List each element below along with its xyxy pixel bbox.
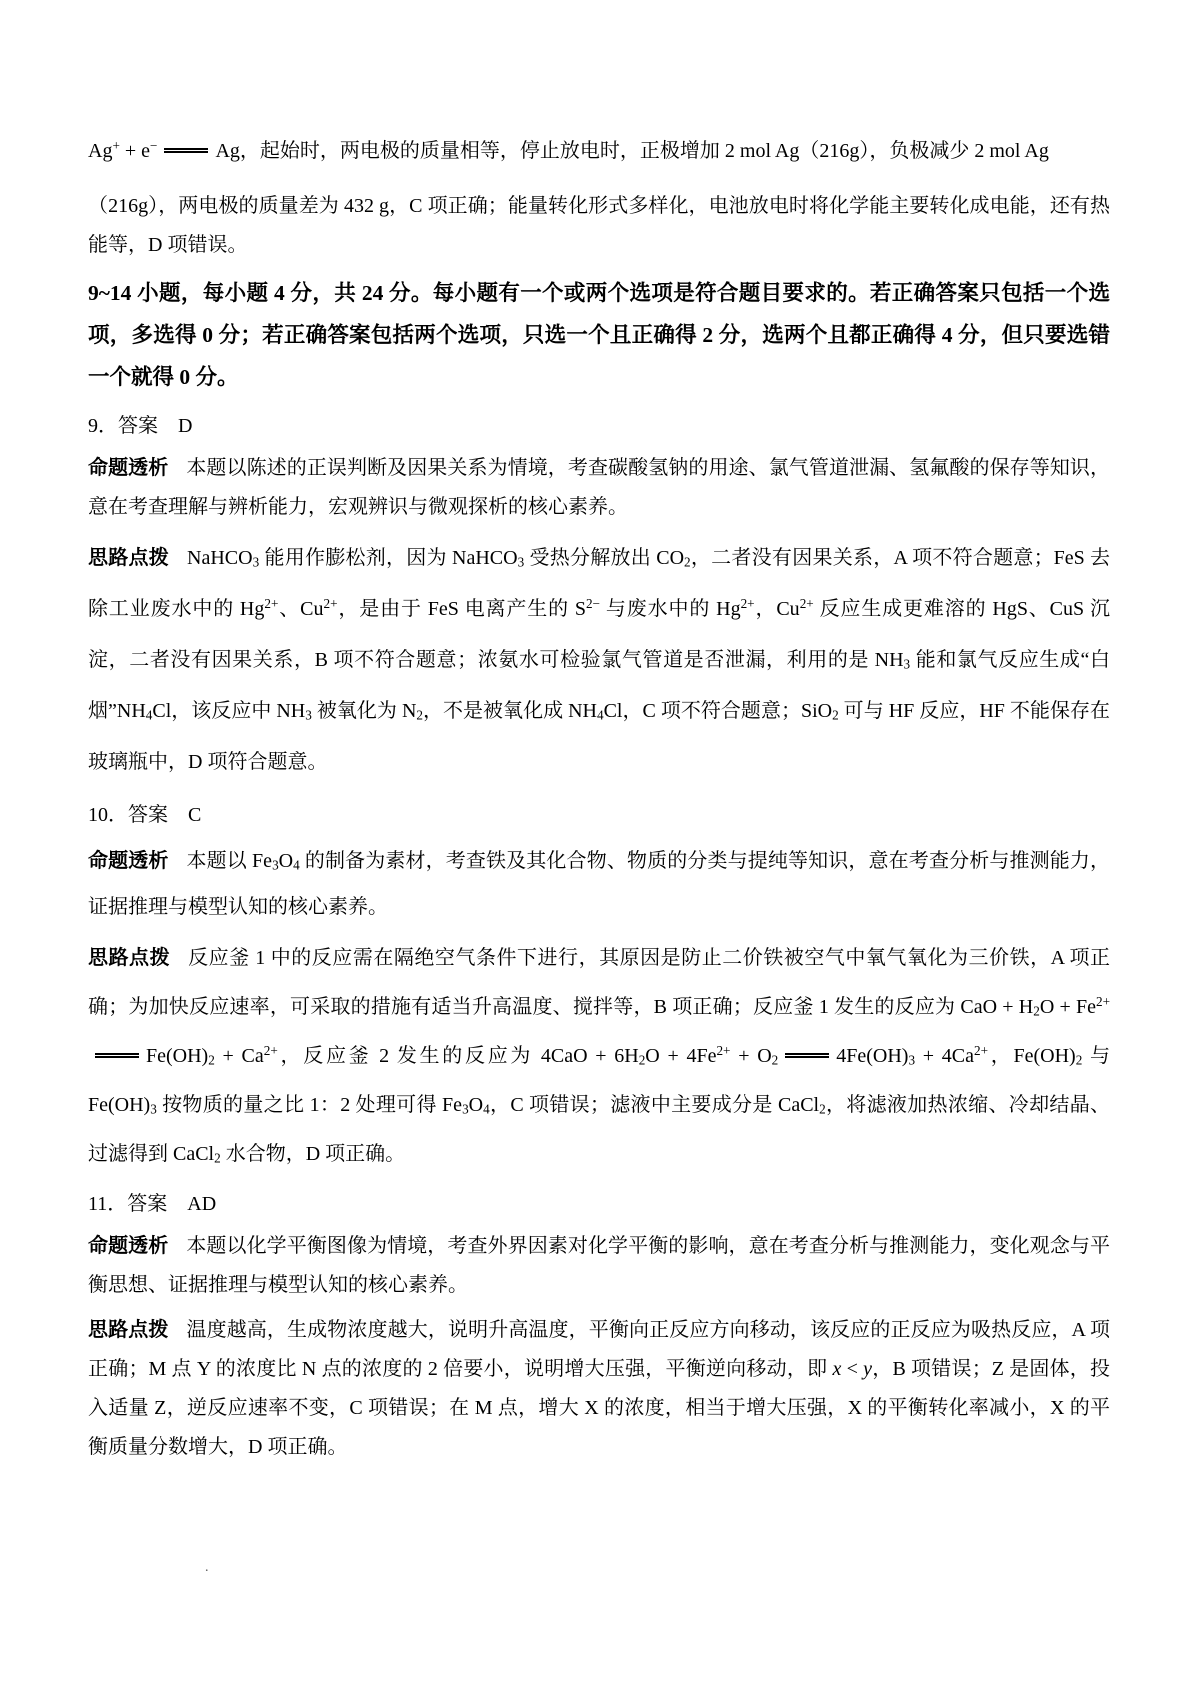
analysis-paragraph-q10 bbox=[88, 838, 1110, 930]
scoring-notice bbox=[88, 273, 1110, 399]
section-label-tips: 思路点拨 bbox=[88, 946, 171, 969]
document-content bbox=[88, 128, 1110, 1473]
answer-text: 10．答案 C bbox=[88, 803, 202, 826]
answer-text: 11．答案 AD bbox=[88, 1192, 217, 1215]
equals-double-line-icon bbox=[164, 148, 208, 153]
paragraph-electrode-continuation bbox=[88, 187, 1110, 265]
section-label-analysis: 命题透析 bbox=[88, 849, 169, 872]
stray-mark: . bbox=[205, 1560, 209, 1575]
paragraph-electrode-equation bbox=[88, 128, 1110, 175]
section-label-tips: 思路点拨 bbox=[88, 546, 170, 569]
paragraph-text: 温度越高，生成物浓度越大，说明升高温度，平衡向正反应方向移动，该反应的正反应为吸热反应，A 项正确；M 点 Y 的浓度比 N 点的浓度的 2 倍要小，说明增大压强，平衡逆向移动，即 x < y，B 项错误；Z 是固体，投入适量 Z，逆反应速率不变，C 项错误；在 M 点，增大 X 的浓度，相当于增大压强，X 的平衡转化率减小，X 的平衡质量分数增大，D 项正确。 bbox=[88, 1318, 1111, 1458]
paragraph-text: 本题以 $Fe_3O_4$ 的制备为素材，考查铁及其化合物、物质的分类与提纯等知识，意在考查分析与推测能力，证据推理与模型认知的核心素养。 bbox=[88, 849, 1111, 918]
answer-text: 9．答案 D bbox=[88, 414, 193, 437]
equals-double-line-icon bbox=[95, 1053, 139, 1058]
paragraph-text: 9~14 小题，每小题 4 分，共 24 分。每小题有一个或两个选项是符合题目要求的。若正确答案只包括一个选项，多选得 0 分；若正确答案包括两个选项，只选一个且正确得 2 分，选两个且都正确得 4 分，但只要选错一个就得 0 分。 bbox=[88, 281, 1110, 389]
answer-line-q9 bbox=[88, 407, 1110, 445]
analysis-paragraph-q9 bbox=[88, 449, 1110, 527]
answer-line-q11 bbox=[88, 1185, 1110, 1223]
section-label-analysis: 命题透析 bbox=[88, 456, 169, 479]
section-label-analysis: 命题透析 bbox=[88, 1234, 169, 1257]
paragraph-text: 本题以陈述的正误判断及因果关系为情境，考查碳酸氢钠的用途、氯气管道泄漏、氢氟酸的保存等知识，意在考查理解与辨析能力，宏观辨识与微观探析的核心素养。 bbox=[88, 456, 1111, 518]
tips-paragraph-q11 bbox=[88, 1311, 1110, 1467]
paragraph-text: NaHCO$_3$ 能用作膨松剂，因为 NaHCO$_3$ 受热分解放出 $CO_2$，二者没有因果关系，A 项不符合题意；FeS 去除工业废水中的 $Hg^{2+}$、$Cu^{2+}$，是由于 FeS 电离产生的 $S^{2-}$ 与废水中的 $Hg^{2+}$，$Cu^{2+}$ 反应生成更难溶的 HgS、CuS 沉淀，二者没有因果关系，B 项不符合题意；浓氨水可检验氯气管道是否泄漏，利用的是 $NH_3$ 能和氯气反应生成“白烟$”NH_4Cl$，该反应中 $NH_3$ 被氧化为 $N_2$，不是被氧化成 $NH_4Cl$，C 项不符合题意；SiO$_2$ 可与 HF 反应，HF 不能保存在玻璃瓶中，D 项符合题意。 bbox=[88, 546, 1111, 773]
tips-paragraph-q10 bbox=[88, 934, 1110, 1179]
paragraph-text: （216g），两电极的质量差为 432 g，C 项正确；能量转化形式多样化，电池放电时将化学能主要转化成电能，还有热能等，D 项错误。 bbox=[88, 195, 1110, 256]
analysis-paragraph-q11 bbox=[88, 1227, 1110, 1305]
tips-paragraph-q9 bbox=[88, 533, 1110, 788]
paragraph-text: 本题以化学平衡图像为情境，考查外界因素对化学平衡的影响，意在考查分析与推测能力，变化观念与平衡思想、证据推理与模型认知的核心素养。 bbox=[88, 1234, 1111, 1296]
paragraph-text: Ag+ + e− Ag，起始时，两电极的质量相等，停止放电时，正极增加 2 mol Ag（216g），负极减少 2 mol Ag bbox=[88, 137, 1049, 162]
answer-line-q10 bbox=[88, 796, 1110, 834]
paragraph-text: 反应釜 1 中的反应需在隔绝空气条件下进行，其原因是防止二价铁被空气中氧气氧化为三价铁，A 项正确；为加快反应速率，可采取的措施有适当升高温度、搅拌等，B 项正确；反应釜 1 发生的反应为 CaO + $H_2O + Fe^{2+}Fe(OH)_2 + Ca^{2+}$，反应釜 2 发生的反应为 $4CaO + 6H_2O + 4Fe^{2+} + O_2$ $4Fe(OH)_3 + 4Ca^{2+}$，$Fe(OH)_2$ 与 $Fe(OH)_3$ 按物质的量之比 1：2 处理可得 $Fe_3O_4$，C 项错误；滤液中主要成分是 CaCl$_2$，将滤液加热浓缩、冷却结晶、过滤得到 CaCl$_2$ 水合物，D 项正确。 bbox=[88, 946, 1111, 1166]
section-label-tips: 思路点拨 bbox=[88, 1318, 169, 1341]
equals-double-line-icon bbox=[785, 1053, 829, 1058]
